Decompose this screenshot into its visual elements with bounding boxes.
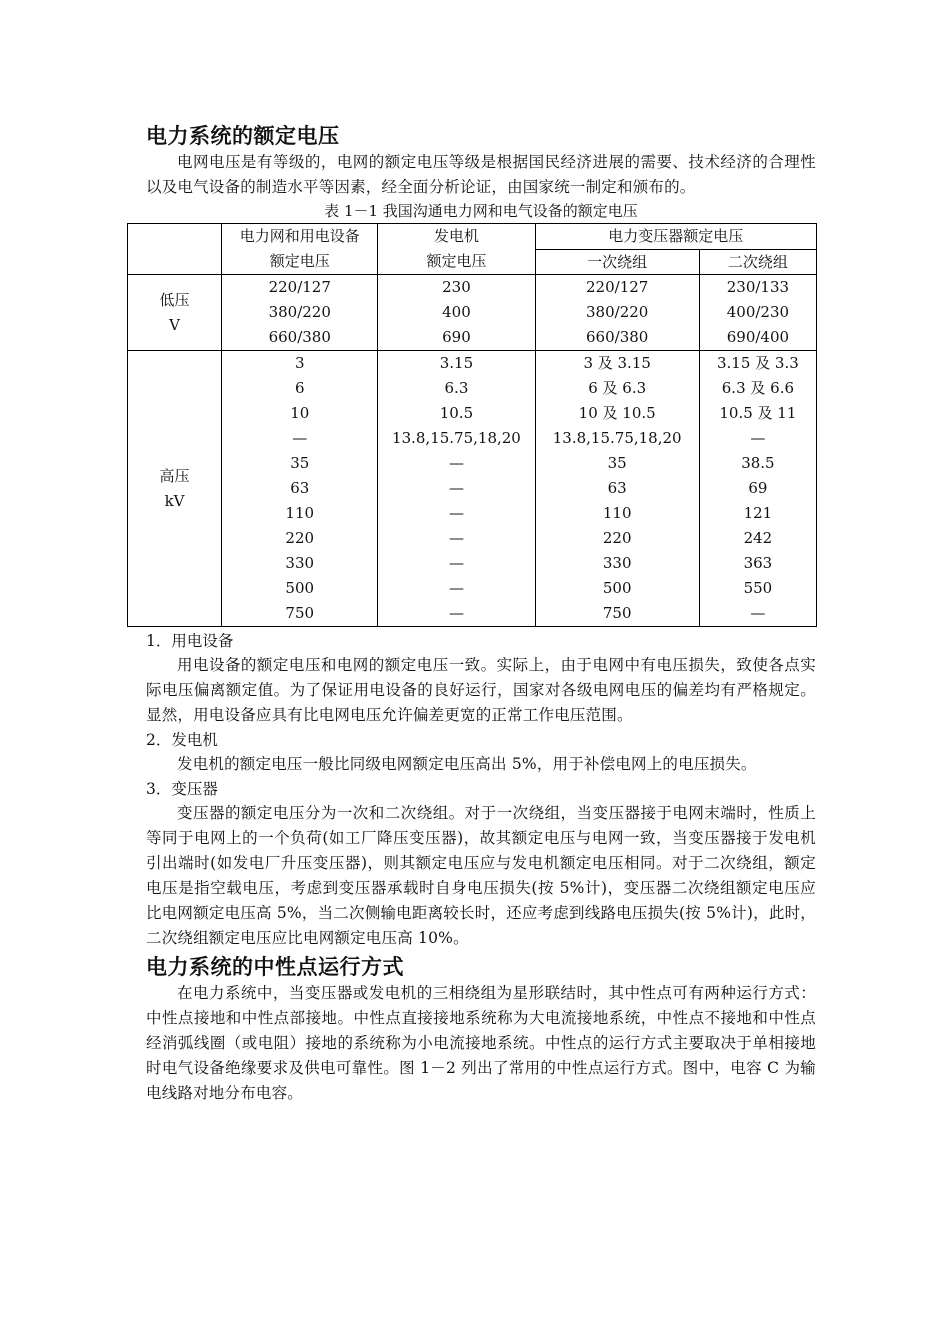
header-primary-winding: 一次绕组 bbox=[535, 249, 699, 275]
low-voltage-label: 低压 V bbox=[128, 275, 222, 351]
item-heading-equipment: 1．用电设备 bbox=[146, 632, 234, 650]
item-text-generator: 发电机的额定电压一般比同级电网额定电压高出 5%，用于补偿电网上的电压损失。 bbox=[177, 755, 757, 773]
document-page bbox=[146, 122, 816, 1106]
item-text-equipment: 用电设备的额定电压和电网的额定电压一致。实际上，由于电网中有电压损失，致使各点实际电压偏离额定值。为了保证用电设备的良好运行，国家对各级电网电压的偏差均有严格规定。显然，用电设备应具有比电网电压允许偏差更宽的正常工作电压范围。 bbox=[146, 656, 816, 724]
high-generator-cell: 3.15 6.3 10.5 13.8,15.75,18,20 — — — — — — — bbox=[378, 351, 535, 627]
section-title-neutral-point: 电力系统的中性点运行方式 bbox=[146, 955, 404, 979]
high-voltage-label: 高压 kV bbox=[128, 351, 222, 627]
item-heading-generator: 2．发电机 bbox=[146, 731, 218, 749]
high-primary-cell: 3 及 3.15 6 及 6.3 10 及 10.5 13.8,15.75,18,20 35 63 110 220 330 500 750 bbox=[535, 351, 699, 627]
high-secondary-cell: 3.15 及 3.3 6.3 及 6.6 10.5 及 11 — 38.5 69 121 242 363 550 — bbox=[699, 351, 816, 627]
header-generator-voltage: 发电机 额定电压 bbox=[378, 224, 535, 275]
low-voltage-row bbox=[128, 275, 817, 351]
neutral-point-paragraph: 在电力系统中，当变压器或发电机的三相绕组为星形联结时，其中性点可有两种运行方式：中性点接地和中性点部接地。中性点直接接地系统称为大电流接地系统，中性点不接地和中性点经消弧线圈（或电阻）接地的系统称为小电流接地系统。中性点的运行方式主要取决于单相接地时电气设备绝缘要求及供电可靠性。图 1－2 列出了常用的中性点运行方式。图中，电容 C 为输电线路对地分布电容。 bbox=[146, 984, 816, 1102]
header-grid-voltage: 电力网和用电设备 额定电压 bbox=[222, 224, 378, 275]
section-title-rated-voltage: 电力系统的额定电压 bbox=[146, 124, 340, 148]
item-heading-transformer: 3．变压器 bbox=[146, 780, 218, 798]
low-secondary-cell: 230/133 400/230 690/400 bbox=[699, 275, 816, 351]
header-secondary-winding: 二次绕组 bbox=[699, 249, 816, 275]
low-grid-cell: 220/127 380/220 660/380 bbox=[222, 275, 378, 351]
item-text-transformer: 变压器的额定电压分为一次和二次绕组。对于一次绕组，当变压器接于电网末端时，性质上等同于电网上的一个负荷(如工厂降压变压器)，故其额定电压与电网一致，当变压器接于发电机引出端时(如发电厂升压变压器)，则其额定电压应与发电机额定电压相同。对于二次绕组，额定电压是指空载电压，考虑到变压器承载时自身电压损失(按 5%计)，变压器二次绕组额定电压应比电网额定电压高 5%，当二次侧输电距离较长时，还应考虑到线路电压损失(按 5%计)，此时， 二次绕组额定电压应比电网额定电压高 10%。 bbox=[146, 804, 816, 947]
header-empty-cell bbox=[128, 224, 222, 275]
table-caption: 表 1－1 我国沟通电力网和电气设备的额定电压 bbox=[324, 202, 638, 220]
high-voltage-row bbox=[128, 351, 817, 627]
intro-paragraph: 电网电压是有等级的，电网的额定电压等级是根据国民经济进展的需要、技术经济的合理性以及电气设备的制造水平等因素，经全面分析论证，由国家统一制定和颁布的。 bbox=[146, 153, 816, 196]
high-grid-cell: 3 6 10 — 35 63 110 220 330 500 750 bbox=[222, 351, 378, 627]
low-generator-cell: 230 400 690 bbox=[378, 275, 535, 351]
low-primary-cell: 220/127 380/220 660/380 bbox=[535, 275, 699, 351]
header-transformer-voltage: 电力变压器额定电压 bbox=[535, 224, 816, 250]
rated-voltage-table bbox=[127, 223, 817, 627]
